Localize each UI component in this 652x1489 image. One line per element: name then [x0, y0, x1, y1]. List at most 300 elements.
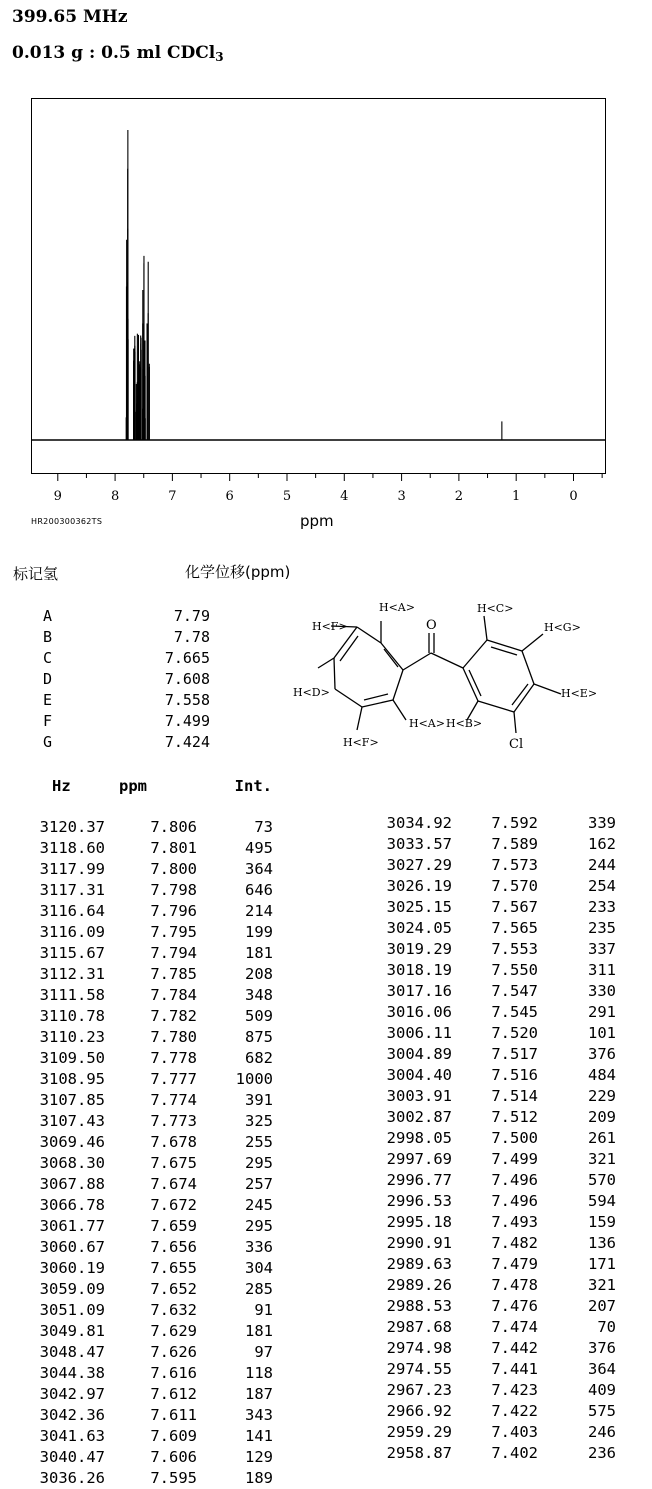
peak-hz: 2996.53	[386, 1192, 452, 1210]
peak-ppm: 7.784	[150, 986, 197, 1004]
h-label-c: H<C>	[477, 602, 514, 615]
x-tick-label: 2	[454, 489, 464, 504]
peak-ppm: 7.442	[491, 1339, 538, 1357]
peak-table-row	[375, 1275, 616, 1296]
peak-hz: 3036.26	[39, 1469, 105, 1487]
peak-table-row	[375, 813, 616, 834]
peak-intensity: 70	[597, 1318, 616, 1336]
peak-table-row	[32, 1048, 273, 1069]
sample-concentration-text: 0.013 g : 0.5 ml CDCl	[12, 43, 216, 63]
peak-ppm: 7.782	[150, 1007, 197, 1025]
peak-hz: 3019.29	[386, 940, 452, 958]
nmr-spectrum-chart	[0, 90, 652, 540]
assignment-label: B	[43, 628, 53, 646]
assignment-shift: 7.558	[164, 691, 210, 709]
peak-intensity: 409	[588, 1381, 616, 1399]
peak-hz: 3025.15	[386, 898, 452, 916]
assignment-shift: 7.79	[173, 607, 210, 625]
peak-hz: 2989.63	[386, 1255, 452, 1273]
peak-ppm: 7.785	[150, 965, 197, 983]
peak-hz: 2959.29	[386, 1423, 452, 1441]
peak-ppm: 7.801	[150, 839, 197, 857]
assignment-shift: 7.499	[164, 712, 210, 730]
peak-intensity: 214	[245, 902, 273, 920]
peak-table-row	[32, 838, 273, 859]
peak-hz: 3042.36	[39, 1406, 105, 1424]
peak-table-header	[52, 776, 272, 797]
peak-table-row	[375, 1422, 616, 1443]
peak-intensity: 261	[588, 1129, 616, 1147]
structure-bonds	[318, 616, 561, 733]
peak-ppm: 7.675	[150, 1154, 197, 1172]
peak-ppm: 7.780	[150, 1028, 197, 1046]
peak-table-row	[375, 918, 616, 939]
peak-ppm: 7.632	[150, 1301, 197, 1319]
peak-table-row	[32, 1132, 273, 1153]
peak-ppm: 7.545	[491, 1003, 538, 1021]
peak-ppm: 7.402	[491, 1444, 538, 1462]
peak-table-row	[32, 901, 273, 922]
peak-intensity: 159	[588, 1213, 616, 1231]
peak-table-row	[375, 1443, 616, 1464]
peak-ppm: 7.655	[150, 1259, 197, 1277]
peak-ppm: 7.795	[150, 923, 197, 941]
peak-table-row	[375, 1002, 616, 1023]
peak-hz: 3117.31	[39, 881, 105, 899]
spectrometer-frequency: 399.65 MHz	[12, 7, 128, 27]
peak-ppm: 7.794	[150, 944, 197, 962]
x-axis-label: ppm	[300, 512, 334, 530]
peak-intensity: 97	[254, 1343, 273, 1361]
peak-ppm: 7.652	[150, 1280, 197, 1298]
x-tick-label: 8	[110, 489, 120, 504]
peak-ppm: 7.592	[491, 814, 538, 832]
header-ppm: ppm	[119, 777, 147, 795]
peak-ppm: 7.423	[491, 1381, 538, 1399]
peak-intensity: 325	[245, 1112, 273, 1130]
peak-table-row	[375, 1296, 616, 1317]
peak-intensity: 348	[245, 986, 273, 1004]
peak-ppm: 7.595	[150, 1469, 197, 1487]
peak-table-row	[32, 964, 273, 985]
peak-hz: 3006.11	[386, 1024, 452, 1042]
peak-table-row	[32, 1342, 273, 1363]
peak-hz: 3110.78	[39, 1007, 105, 1025]
assignment-label: G	[43, 733, 53, 751]
peak-intensity: 339	[588, 814, 616, 832]
peak-intensity: 295	[245, 1217, 273, 1235]
peak-hz: 3004.40	[386, 1066, 452, 1084]
peak-ppm: 7.612	[150, 1385, 197, 1403]
peak-hz: 3117.99	[39, 860, 105, 878]
peak-intensity: 321	[588, 1276, 616, 1294]
peak-ppm: 7.403	[491, 1423, 538, 1441]
peak-intensity: 236	[588, 1444, 616, 1462]
peak-ppm: 7.476	[491, 1297, 538, 1315]
peak-intensity: 189	[245, 1469, 273, 1487]
peak-hz: 3027.29	[386, 856, 452, 874]
h-label-f-bottom: H<F>	[343, 736, 379, 749]
peak-ppm: 7.514	[491, 1087, 538, 1105]
peak-hz: 2997.69	[386, 1150, 452, 1168]
peak-table-row	[375, 1380, 616, 1401]
peak-ppm: 7.796	[150, 902, 197, 920]
peak-table-row	[375, 1233, 616, 1254]
h-label-g: H<G>	[544, 621, 581, 634]
peak-ppm: 7.479	[491, 1255, 538, 1273]
peak-hz: 2995.18	[386, 1213, 452, 1231]
assignment-row	[43, 606, 210, 627]
x-tick-label: 4	[340, 489, 349, 504]
peak-table-row	[32, 1006, 273, 1027]
peak-table-row	[375, 981, 616, 1002]
hydrogen-labels	[293, 601, 597, 749]
peak-table-row	[375, 960, 616, 981]
peak-intensity: 181	[245, 944, 273, 962]
peak-ppm: 7.496	[491, 1171, 538, 1189]
peak-ppm: 7.798	[150, 881, 197, 899]
peak-table-row	[32, 1279, 273, 1300]
peak-intensity: 311	[588, 961, 616, 979]
peak-intensity: 376	[588, 1045, 616, 1063]
assignment-list	[43, 606, 210, 753]
peak-table-row	[375, 1170, 616, 1191]
peak-ppm: 7.516	[491, 1066, 538, 1084]
peak-intensity: 343	[245, 1406, 273, 1424]
peak-table-row	[375, 1149, 616, 1170]
peak-intensity: 118	[245, 1364, 273, 1382]
plot-frame	[32, 99, 606, 474]
peak-hz: 3066.78	[39, 1196, 105, 1214]
assignment-row	[43, 711, 210, 732]
peak-hz: 3042.97	[39, 1385, 105, 1403]
peak-ppm: 7.567	[491, 898, 538, 916]
peak-intensity: 73	[254, 818, 273, 836]
peak-intensity: 255	[245, 1133, 273, 1151]
x-tick-label: 5	[282, 489, 292, 504]
peak-ppm: 7.773	[150, 1112, 197, 1130]
h-label-f-top: H<F>	[312, 620, 348, 633]
x-tick-label: 7	[168, 489, 177, 504]
peak-table-row	[32, 1321, 273, 1342]
peak-ppm: 7.609	[150, 1427, 197, 1445]
peak-hz: 3115.67	[39, 944, 105, 962]
assignment-header-label: 标记氢	[13, 565, 59, 583]
assignment-label: E	[43, 691, 53, 709]
peak-table-row	[32, 1426, 273, 1447]
peak-intensity: 199	[245, 923, 273, 941]
peak-intensity: 295	[245, 1154, 273, 1172]
peak-ppm: 7.672	[150, 1196, 197, 1214]
peak-intensity: 245	[245, 1196, 273, 1214]
peak-hz: 3040.47	[39, 1448, 105, 1466]
peak-table-row	[32, 1069, 273, 1090]
peak-intensity: 254	[588, 877, 616, 895]
peak-table-row	[375, 834, 616, 855]
peak-ppm: 7.512	[491, 1108, 538, 1126]
peak-table-row	[375, 1023, 616, 1044]
peak-hz: 3034.92	[386, 814, 452, 832]
assignment-shift: 7.608	[164, 670, 210, 688]
peak-table-row	[32, 1090, 273, 1111]
peak-hz: 2988.53	[386, 1297, 452, 1315]
peak-intensity: 364	[588, 1360, 616, 1378]
peak-table-row	[375, 876, 616, 897]
peak-ppm: 7.478	[491, 1276, 538, 1294]
peak-ppm: 7.656	[150, 1238, 197, 1256]
peak-table-row	[32, 1384, 273, 1405]
peak-table-row	[32, 880, 273, 901]
spectrum-id: HR200300362TS	[31, 517, 103, 526]
peak-table-row	[32, 1258, 273, 1279]
peak-hz: 3061.77	[39, 1217, 105, 1235]
peak-ppm: 7.806	[150, 818, 197, 836]
peak-ppm: 7.573	[491, 856, 538, 874]
peak-hz: 2958.87	[386, 1444, 452, 1462]
h-label-d: H<D>	[293, 686, 330, 699]
bond	[357, 627, 381, 643]
peak-intensity: 646	[245, 881, 273, 899]
peak-hz: 3111.58	[39, 986, 105, 1004]
peak-hz: 2974.98	[386, 1339, 452, 1357]
peak-table-row	[375, 1254, 616, 1275]
peak-hz: 3017.16	[386, 982, 452, 1000]
peak-hz: 3024.05	[386, 919, 452, 937]
peak-intensity: 244	[588, 856, 616, 874]
peak-hz: 3068.30	[39, 1154, 105, 1172]
peak-intensity: 321	[588, 1150, 616, 1168]
peak-hz: 3033.57	[386, 835, 452, 853]
x-axis	[54, 474, 602, 504]
peak-hz: 3108.95	[39, 1070, 105, 1088]
peak-ppm: 7.678	[150, 1133, 197, 1151]
peak-table-row	[32, 1027, 273, 1048]
peak-hz: 3026.19	[386, 877, 452, 895]
peak-table-right	[375, 813, 616, 1464]
peak-ppm: 7.500	[491, 1129, 538, 1147]
x-tick-label: 3	[397, 489, 406, 504]
peak-ppm: 7.674	[150, 1175, 197, 1193]
peak-hz: 3120.37	[39, 818, 105, 836]
peak-hz: 3107.85	[39, 1091, 105, 1109]
peak-table-row	[375, 1128, 616, 1149]
peak-intensity: 129	[245, 1448, 273, 1466]
peak-intensity: 570	[588, 1171, 616, 1189]
peak-intensity: 304	[245, 1259, 273, 1277]
peak-hz: 2967.23	[386, 1381, 452, 1399]
oxygen-atom-label: O	[426, 618, 437, 633]
assignment-label: A	[43, 607, 53, 625]
chlorine-atom-label: Cl	[509, 737, 524, 752]
assignment-row	[43, 648, 210, 669]
peak-table-row	[32, 1195, 273, 1216]
peak-intensity: 376	[588, 1339, 616, 1357]
header-hz: Hz	[52, 777, 71, 795]
peak-table-row	[375, 897, 616, 918]
peak-table-row	[375, 1086, 616, 1107]
peak-hz: 2974.55	[386, 1360, 452, 1378]
peak-hz: 3004.89	[386, 1045, 452, 1063]
peak-table-row	[375, 939, 616, 960]
peak-hz: 3049.81	[39, 1322, 105, 1340]
x-tick-label: 6	[225, 489, 234, 504]
peak-hz: 2990.91	[386, 1234, 452, 1252]
peak-intensity: 575	[588, 1402, 616, 1420]
peak-table-row	[375, 1191, 616, 1212]
peak-intensity: 285	[245, 1280, 273, 1298]
peak-hz: 2989.26	[386, 1276, 452, 1294]
peak-ppm: 7.606	[150, 1448, 197, 1466]
assignment-shift: 7.424	[164, 733, 210, 751]
peak-table-row	[375, 1338, 616, 1359]
peak-hz: 3060.67	[39, 1238, 105, 1256]
peak-hz: 3116.64	[39, 902, 105, 920]
peak-intensity: 336	[245, 1238, 273, 1256]
assignment-row	[43, 690, 210, 711]
peak-intensity: 364	[245, 860, 273, 878]
peak-intensity: 337	[588, 940, 616, 958]
peak-hz: 2998.05	[386, 1129, 452, 1147]
peak-intensity: 594	[588, 1192, 616, 1210]
peak-intensity: 209	[588, 1108, 616, 1126]
peak-hz: 3041.63	[39, 1427, 105, 1445]
peak-intensity: 233	[588, 898, 616, 916]
spectrum-peaks	[126, 130, 502, 440]
peak-intensity: 91	[254, 1301, 273, 1319]
peak-hz: 3107.43	[39, 1112, 105, 1130]
peak-table-row	[375, 1107, 616, 1128]
h-label-a-top: H<A>	[379, 601, 415, 614]
peak-intensity: 875	[245, 1028, 273, 1046]
peak-table-row	[32, 859, 273, 880]
peak-intensity: 235	[588, 919, 616, 937]
peak-ppm: 7.441	[491, 1360, 538, 1378]
peak-intensity: 509	[245, 1007, 273, 1025]
peak-hz: 2996.77	[386, 1171, 452, 1189]
peak-ppm: 7.550	[491, 961, 538, 979]
peak-hz: 2987.68	[386, 1318, 452, 1336]
peak-table-row	[32, 1237, 273, 1258]
peak-intensity: 391	[245, 1091, 273, 1109]
peak-intensity: 495	[245, 839, 273, 857]
peak-intensity: 257	[245, 1175, 273, 1193]
peak-intensity: 682	[245, 1049, 273, 1067]
peak-table-row	[375, 1044, 616, 1065]
assignment-label: F	[43, 712, 53, 730]
peak-ppm: 7.496	[491, 1192, 538, 1210]
peak-ppm: 7.777	[150, 1070, 197, 1088]
h-label-a-bottom: H<A>	[409, 717, 445, 730]
peak-intensity: 246	[588, 1423, 616, 1441]
peak-hz: 3069.46	[39, 1133, 105, 1151]
peak-intensity: 181	[245, 1322, 273, 1340]
peak-hz: 3109.50	[39, 1049, 105, 1067]
assignment-header-shift: 化学位移(ppm)	[185, 563, 291, 581]
peak-hz: 3067.88	[39, 1175, 105, 1193]
peak-ppm: 7.517	[491, 1045, 538, 1063]
peak-table-row	[32, 1111, 273, 1132]
peak-ppm: 7.493	[491, 1213, 538, 1231]
peak-hz: 3002.87	[386, 1108, 452, 1126]
assignment-row	[43, 669, 210, 690]
peak-table-row	[375, 1317, 616, 1338]
peak-ppm: 7.611	[150, 1406, 197, 1424]
peak-intensity: 207	[588, 1297, 616, 1315]
peak-table-row	[375, 1359, 616, 1380]
h-label-b: H<B>	[446, 717, 483, 730]
assignment-row	[43, 627, 210, 648]
peak-table-row	[32, 943, 273, 964]
assignment-shift: 7.665	[164, 649, 210, 667]
peak-hz: 3051.09	[39, 1301, 105, 1319]
assignment-row	[43, 732, 210, 753]
peak-ppm: 7.520	[491, 1024, 538, 1042]
peak-table-row	[32, 1174, 273, 1195]
peak-hz: 3116.09	[39, 923, 105, 941]
peak-table-row	[32, 1153, 273, 1174]
peak-intensity: 1000	[235, 1070, 273, 1088]
peak-ppm: 7.422	[491, 1402, 538, 1420]
x-tick-label: 0	[569, 489, 578, 504]
peak-intensity: 187	[245, 1385, 273, 1403]
peak-hz: 3044.38	[39, 1364, 105, 1382]
peak-ppm: 7.629	[150, 1322, 197, 1340]
peak-intensity: 330	[588, 982, 616, 1000]
peak-hz: 3110.23	[39, 1028, 105, 1046]
peak-table-row	[32, 817, 273, 838]
peak-table-row	[375, 1065, 616, 1086]
assignment-shift: 7.78	[173, 628, 210, 646]
peak-hz: 3060.19	[39, 1259, 105, 1277]
peak-ppm: 7.659	[150, 1217, 197, 1235]
peak-intensity: 291	[588, 1003, 616, 1021]
peak-table-row	[32, 1363, 273, 1384]
sample-concentration-subscript: 3	[215, 50, 224, 64]
peak-hz: 3016.06	[386, 1003, 452, 1021]
peak-intensity: 101	[588, 1024, 616, 1042]
peak-ppm: 7.589	[491, 835, 538, 853]
peak-ppm: 7.778	[150, 1049, 197, 1067]
peak-hz: 2966.92	[386, 1402, 452, 1420]
peak-table-row	[32, 1300, 273, 1321]
peak-hz: 3112.31	[39, 965, 105, 983]
assignment-label: C	[43, 649, 53, 667]
peak-intensity: 484	[588, 1066, 616, 1084]
peak-ppm: 7.474	[491, 1318, 538, 1336]
peak-ppm: 7.499	[491, 1150, 538, 1168]
peak-hz: 3059.09	[39, 1280, 105, 1298]
peak-hz: 3048.47	[39, 1343, 105, 1361]
peak-ppm: 7.774	[150, 1091, 197, 1109]
peak-table-row	[375, 1212, 616, 1233]
peak-table-row	[32, 922, 273, 943]
peak-hz: 3118.60	[39, 839, 105, 857]
molecule-structure	[285, 596, 605, 756]
x-tick-label: 1	[512, 489, 521, 504]
peak-ppm: 7.616	[150, 1364, 197, 1382]
h-label-e: H<E>	[561, 687, 598, 700]
peak-table-row	[32, 1468, 273, 1489]
peak-ppm: 7.800	[150, 860, 197, 878]
peak-table-row	[375, 855, 616, 876]
peak-table-left	[32, 817, 273, 1489]
peak-ppm: 7.626	[150, 1343, 197, 1361]
peak-intensity: 141	[245, 1427, 273, 1445]
peak-table-row	[375, 1401, 616, 1422]
peak-hz: 3003.91	[386, 1087, 452, 1105]
peak-intensity: 171	[588, 1255, 616, 1273]
peak-intensity: 208	[245, 965, 273, 983]
